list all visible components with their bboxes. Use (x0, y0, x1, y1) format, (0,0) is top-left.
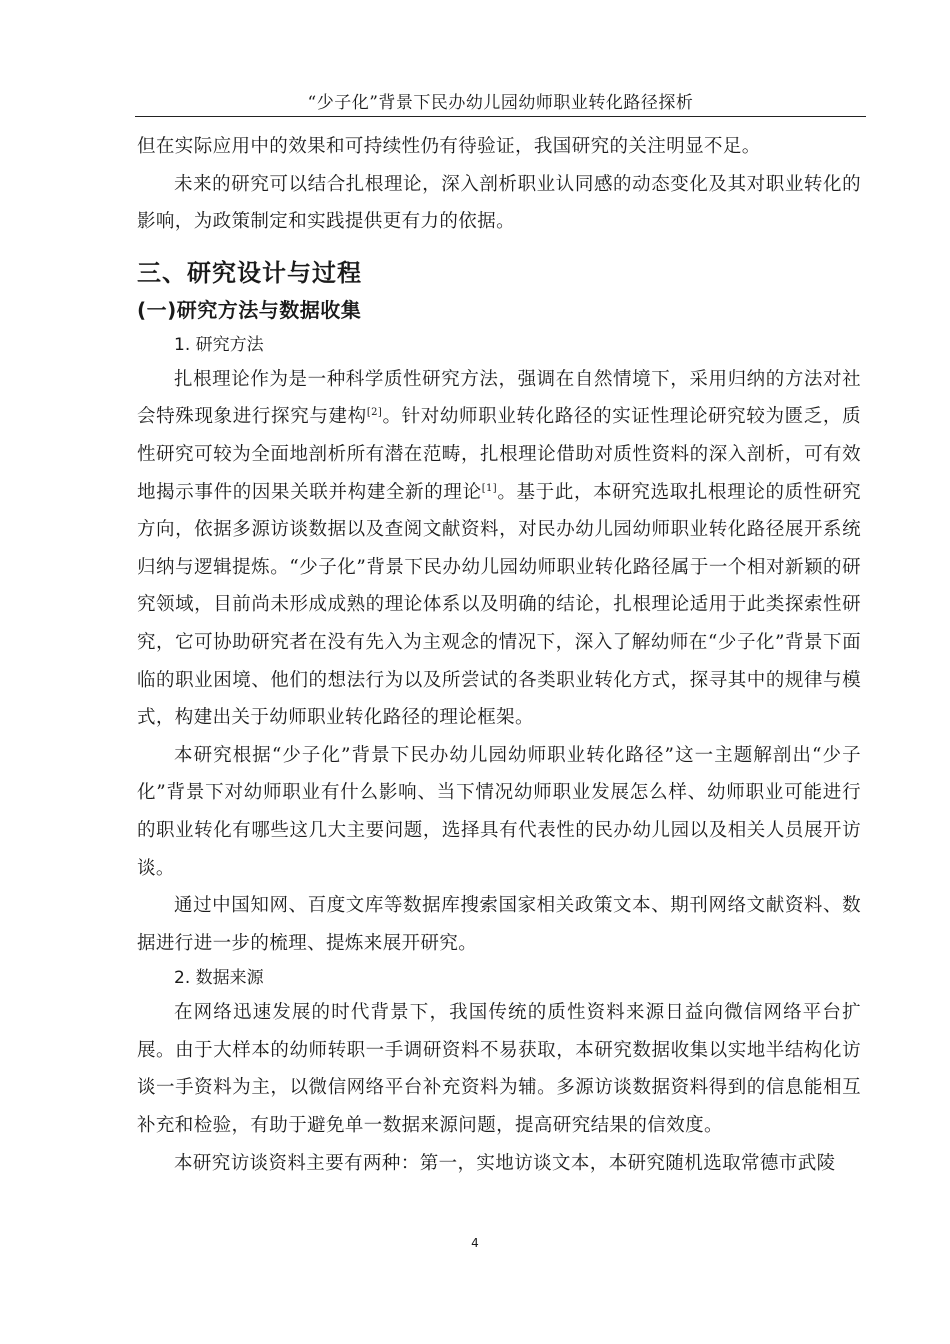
paragraph: 本研究访谈资料主要有两种：第一，实地访谈文本，本研究随机选取常德市武陵 (174, 1152, 836, 1174)
page-content (137, 128, 861, 1182)
subsection-heading: (一)研究方法与数据收集 (137, 297, 362, 322)
paragraph-text: 。针对幼师职业转化路径的实证性理论研究较为匮乏，质性研究可较为全面地剖析所有潜在范畴，扎根理论借助对质性资料的深入剖析，可有效地揭示事件的因果关联并构建全新的理论 (137, 406, 861, 503)
paragraph-method (137, 361, 861, 737)
paragraph: 在网络迅速发展的时代背景下，我国传统的质性资料来源日益向微信网络平台扩展。由于大样本的幼师转职一手调研资料不易获取，本研究数据收集以实地半结构化访谈一手资料为主，以微信网络平台补充资料为辅。多源访谈数据资料得到的信息能相互补充和检验，有助于避免单一数据来源问题，提高研究结果的信效度。 (137, 1002, 861, 1137)
item-heading-data-source: 2. 数据来源 (174, 968, 264, 989)
paragraph: 本研究根据“少子化”背景下民办幼儿园幼师职业转化路径”这一主题解剖出“少子化”背景下对幼师职业有什么影响、当下情况幼师职业发展怎么样、幼师职业可能进行的职业转化有哪些这几大主要问题，选择具有代表性的民办幼儿园以及相关人员展开访谈。 (137, 744, 861, 879)
running-header (135, 92, 866, 117)
item-heading-method: 1. 研究方法 (174, 334, 264, 355)
paragraph: 但在实际应用中的效果和可持续性仍有待验证，我国研究的关注明显不足。 (137, 136, 761, 157)
paragraph: 通过中国知网、百度文库等数据库搜索国家相关政策文本、期刊网络文献资料、数据进行进一步的梳理、提炼来展开研究。 (137, 895, 861, 954)
paragraph-text: 。基于此，本研究选取扎根理论的质性研究方向，依据多源访谈数据以及查阅文献资料，对民办幼儿园幼师职业转化路径展开系统归纳与逻辑提炼。“少子化”背景下民办幼儿园幼师职业转化路径属于一个相对新颖的研究领域，目前尚未形成成熟的理论体系以及明确的结论，扎根理论适用于此类探索性研究，它可协助研究者在没有先入为主观念的情况下，深入了解幼师在“少子化”背景下面临的职业困境、他们的想法行为以及所尝试的各类职业转化方式，探寻其中的规律与模式，构建出关于幼师职业转化路径的理论框架。 (137, 481, 861, 729)
citation-ref: [2] (366, 407, 383, 419)
section-heading: 三、研究设计与过程 (137, 258, 362, 287)
citation-ref: [1] (481, 482, 498, 494)
paragraph-text: 扎根理论作为是一种科学质性研究方法，强调在自然情境下，采用归纳的方法对社会特殊现象进行探究与建构 (137, 368, 861, 428)
running-header-title: “少子化”背景下民办幼儿园幼师职业转化路径探析 (307, 93, 694, 113)
page-number: 4 (471, 1236, 479, 1250)
paragraph: 未来的研究可以结合扎根理论，深入剖析职业认同感的动态变化及其对职业转化的影响，为政策制定和实践提供更有力的依据。 (137, 173, 861, 233)
